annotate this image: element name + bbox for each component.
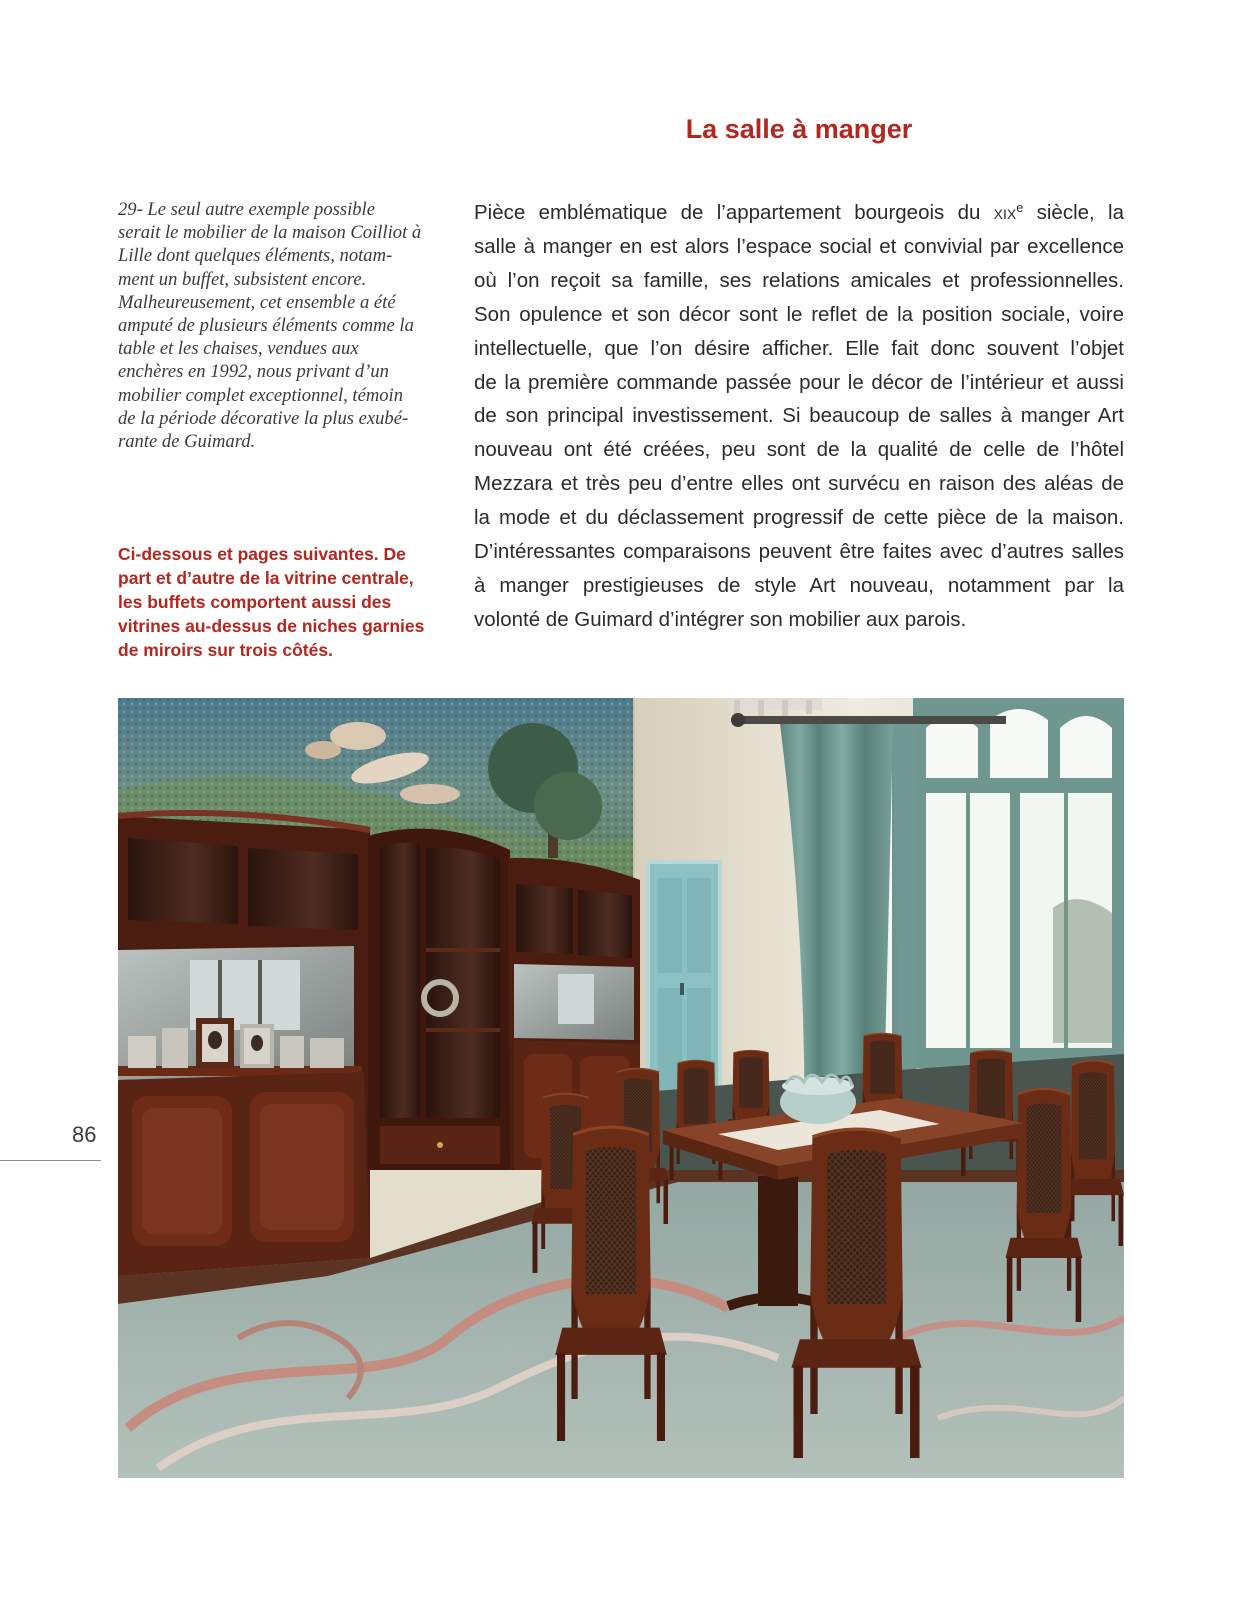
body-line-end: siècle, la: [1023, 201, 1124, 224]
footnote-line: table et les chaises, vendues aux: [118, 338, 359, 360]
body-line-start: Pièce emblématique de l’appartement bourgeois du: [474, 201, 994, 224]
caption-line: vitrines au-dessus de niches garnies: [118, 616, 425, 636]
body-line: nouveau ont été créées, peu sont de la qualité de celle de l’hôtel: [474, 438, 1124, 462]
body-line: de la première commande passée pour le décor de l’intérieur et aussi: [474, 370, 1124, 394]
footnote-line: serait le mobilier de la maison Coilliot à: [118, 222, 422, 244]
footnote-line: enchères en 1992, nous privant d’un: [118, 361, 389, 383]
body-line: la mode et du déclassement progressif de cette pièce de la maison.: [474, 506, 1124, 530]
footnote-line: Lille dont quelques éléments, notam-: [118, 245, 393, 267]
body-line: Mezzara et très peu d’entre elles ont survécu en raison des aléas de: [474, 472, 1124, 496]
footnote-line: de la période décorative la plus exubé-: [118, 407, 409, 429]
body-line: à manger prestigieuses de style Art nouveau, notamment par la: [474, 573, 1124, 597]
body-line: salle à manger en est alors l’espace social et convivial par excellence: [474, 234, 1124, 258]
page-number: 86: [72, 1122, 97, 1147]
body-text: [474, 196, 1124, 637]
caption-line: Ci-dessous et pages suivantes. De: [118, 544, 406, 564]
body-line: D’intéressantes comparaisons peuvent être faites avec d’autres salles: [474, 540, 1124, 564]
caption-line: les buffets comportent aussi des: [118, 592, 392, 612]
footnote-line: Malheureusement, cet ensemble a été: [118, 291, 396, 313]
section-title: La salle à manger: [685, 114, 913, 144]
footnote-line: rante de Guimard.: [118, 431, 256, 453]
body-line: Son opulence et son décor sont le reflet de la position sociale, voire: [474, 302, 1124, 326]
caption-line: de miroirs sur trois côtés.: [118, 640, 333, 660]
folio-rule: [0, 1160, 101, 1161]
footnote-line: ment un buffet, subsistent encore.: [118, 268, 367, 290]
body-line: intellectuelle, que l’on désire afficher. Elle fait donc souvent l’objet: [474, 336, 1124, 360]
caption-line: part et d’autre de la vitrine centrale,: [118, 568, 414, 588]
ceramic-bowl: [780, 1075, 856, 1124]
footnote-line: mobilier complet exceptionnel, témoin: [118, 384, 404, 406]
century-suffix: e: [1016, 200, 1024, 216]
body-line: où l’on reçoit sa famille, ses relations amicales et professionnelles.: [474, 268, 1124, 292]
body-line: de son principal investissement. Si beaucoup de salles à manger Art: [474, 404, 1124, 428]
cabinet-center-vitrine: [368, 829, 512, 1170]
body-line: volonté de Guimard d’intégrer son mobilier aux parois.: [474, 607, 967, 631]
body-line: [474, 196, 1124, 230]
cabinet-left: [118, 813, 370, 1276]
dining-room-photo: [118, 698, 1124, 1478]
footnote-line: amputé de plusieurs éléments comme la: [118, 315, 414, 337]
footnote-line: 29- Le seul autre exemple possible: [118, 199, 375, 220]
photo-caption: [118, 542, 448, 662]
footnote: [118, 198, 448, 453]
century-numeral: xix: [993, 201, 1017, 224]
